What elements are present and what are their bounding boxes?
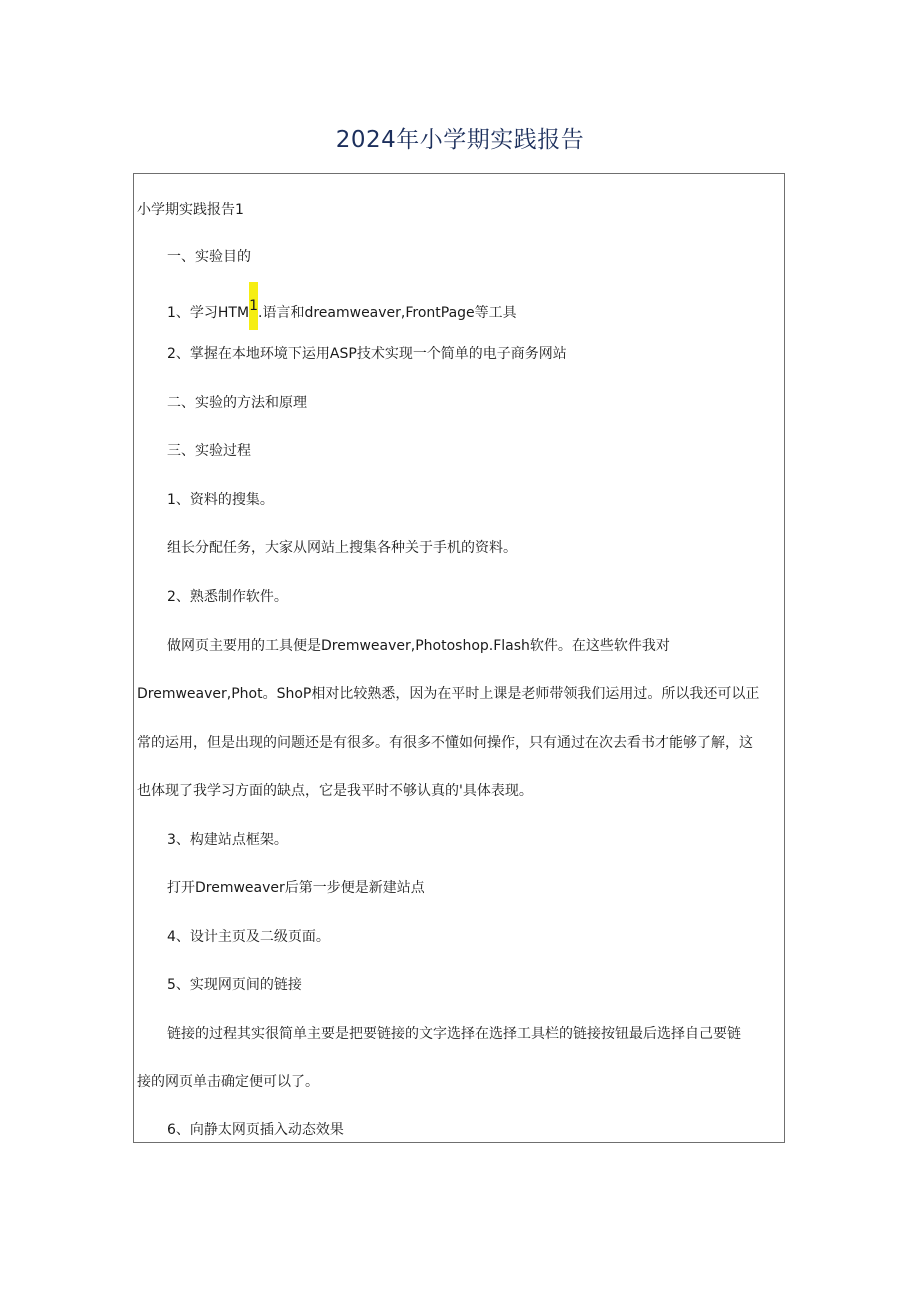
section-heading-2: 二、实验的方法和原理 [167, 395, 307, 411]
paragraph-line: 常的运用，但是出现的问题还是有很多。有很多不懂如何操作，只有通过在次去看书才能够了解，这 [137, 735, 753, 751]
paragraph-line: 也体现了我学习方面的缺点，它是我平时不够认真的'具体表现。 [137, 783, 533, 799]
paragraph-line: 4、设计主页及二级页面。 [167, 929, 330, 945]
report-heading: 小学期实践报告1 [137, 202, 244, 218]
paragraph-line: 组长分配任务，大家从网站上搜集各种关于手机的资料。 [167, 540, 517, 556]
paragraph-line: 5、实现网页间的链接 [167, 977, 302, 993]
paragraph-line: 6、向静太网页插入动态效果 [167, 1122, 344, 1138]
paragraph-line: 接的网页单击确定便可以了。 [137, 1074, 319, 1090]
paragraph-line: 3、构建站点框架。 [167, 832, 288, 848]
section-heading-1: 一、实验目的 [167, 249, 251, 265]
paragraph-line: 2、掌握在本地环境下运用ASP技术实现一个简单的电子商务网站 [167, 346, 567, 362]
document-title: 2024年小学期实践报告 [335, 127, 585, 153]
highlight-mark: 1 [249, 282, 258, 330]
text-run: .语言和dreamweaver,FrontPage等工具 [258, 305, 517, 321]
paragraph-line: 2、熟悉制作软件。 [167, 589, 288, 605]
paragraph-line: 链接的过程其实很简单主要是把要链接的文字选择在选择工具栏的链接按钮最后选择自己要链 [167, 1026, 741, 1042]
section-heading-3: 三、实验过程 [167, 443, 251, 459]
content-box [133, 173, 785, 1143]
paragraph-line: 做网页主要用的工具便是Dremweaver,Photoshop.Flash软件。在这些软件我对 [167, 638, 670, 654]
paragraph-line: Dremweaver,Phot。ShoP相对比较熟悉，因为在平时上课是老师带领我们运用过。所以我还可以正 [137, 686, 760, 702]
text-run: 1、学习HTM [167, 305, 250, 321]
paragraph-line [134, 296, 785, 330]
paragraph-line: 打开Dremweaver后第一步便是新建站点 [167, 880, 425, 896]
paragraph-line: 1、资料的搜集。 [167, 492, 274, 508]
